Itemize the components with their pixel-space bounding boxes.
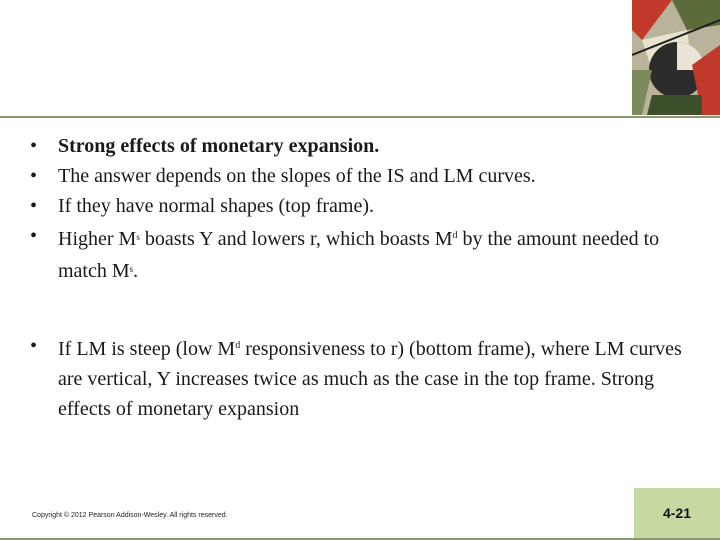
text-run: boasts Y and lowers r, which boasts M <box>139 228 453 250</box>
superscript-d: d <box>235 340 241 351</box>
text-run: by the amount needed to match M <box>58 228 660 282</box>
bullet-item <box>30 221 690 286</box>
superscript-s: s <box>129 264 134 274</box>
bullet-item <box>30 331 690 424</box>
text-run: responsiveness to r) (bottom frame), where LM curves are vertical, Y increases twice as much as the case in the top frame. Strong effects of monetary expansion <box>58 338 682 420</box>
page-number: 4-21 <box>662 505 692 521</box>
bullet-text: The answer depends on the slopes of the IS and LM curves. <box>58 165 536 187</box>
text-run: Higher M <box>58 228 137 250</box>
superscript-d: d <box>452 230 458 241</box>
bullet-text: If they have normal shapes (top frame). <box>58 195 374 217</box>
top-rule <box>0 116 720 118</box>
bullet-item <box>30 131 690 161</box>
bullet-dot: • <box>30 225 38 247</box>
bullet-dot: • <box>30 335 38 357</box>
bullet-text <box>58 228 659 282</box>
text-run: If LM is steep (low M <box>58 338 236 360</box>
bullet-item <box>30 161 690 191</box>
superscript-s: s <box>136 232 140 242</box>
bullet-list <box>30 131 690 286</box>
bullet-text <box>58 338 682 420</box>
bullet-dot: • <box>30 195 38 217</box>
bullet-text-heading: Strong effects of monetary expansion. <box>58 135 380 157</box>
bullet-list-secondary <box>30 331 690 424</box>
bullet-item <box>30 191 690 221</box>
bullet-dot: • <box>30 165 38 187</box>
text-run: . <box>133 260 139 282</box>
bullet-dot: • <box>30 135 38 157</box>
decorative-artwork <box>632 0 720 115</box>
abstract-art-image <box>632 0 720 115</box>
page-number-badge <box>634 488 720 538</box>
copyright-notice: Copyright © 2012 Pearson Addison-Wesley. All rights reserved. <box>32 512 228 519</box>
